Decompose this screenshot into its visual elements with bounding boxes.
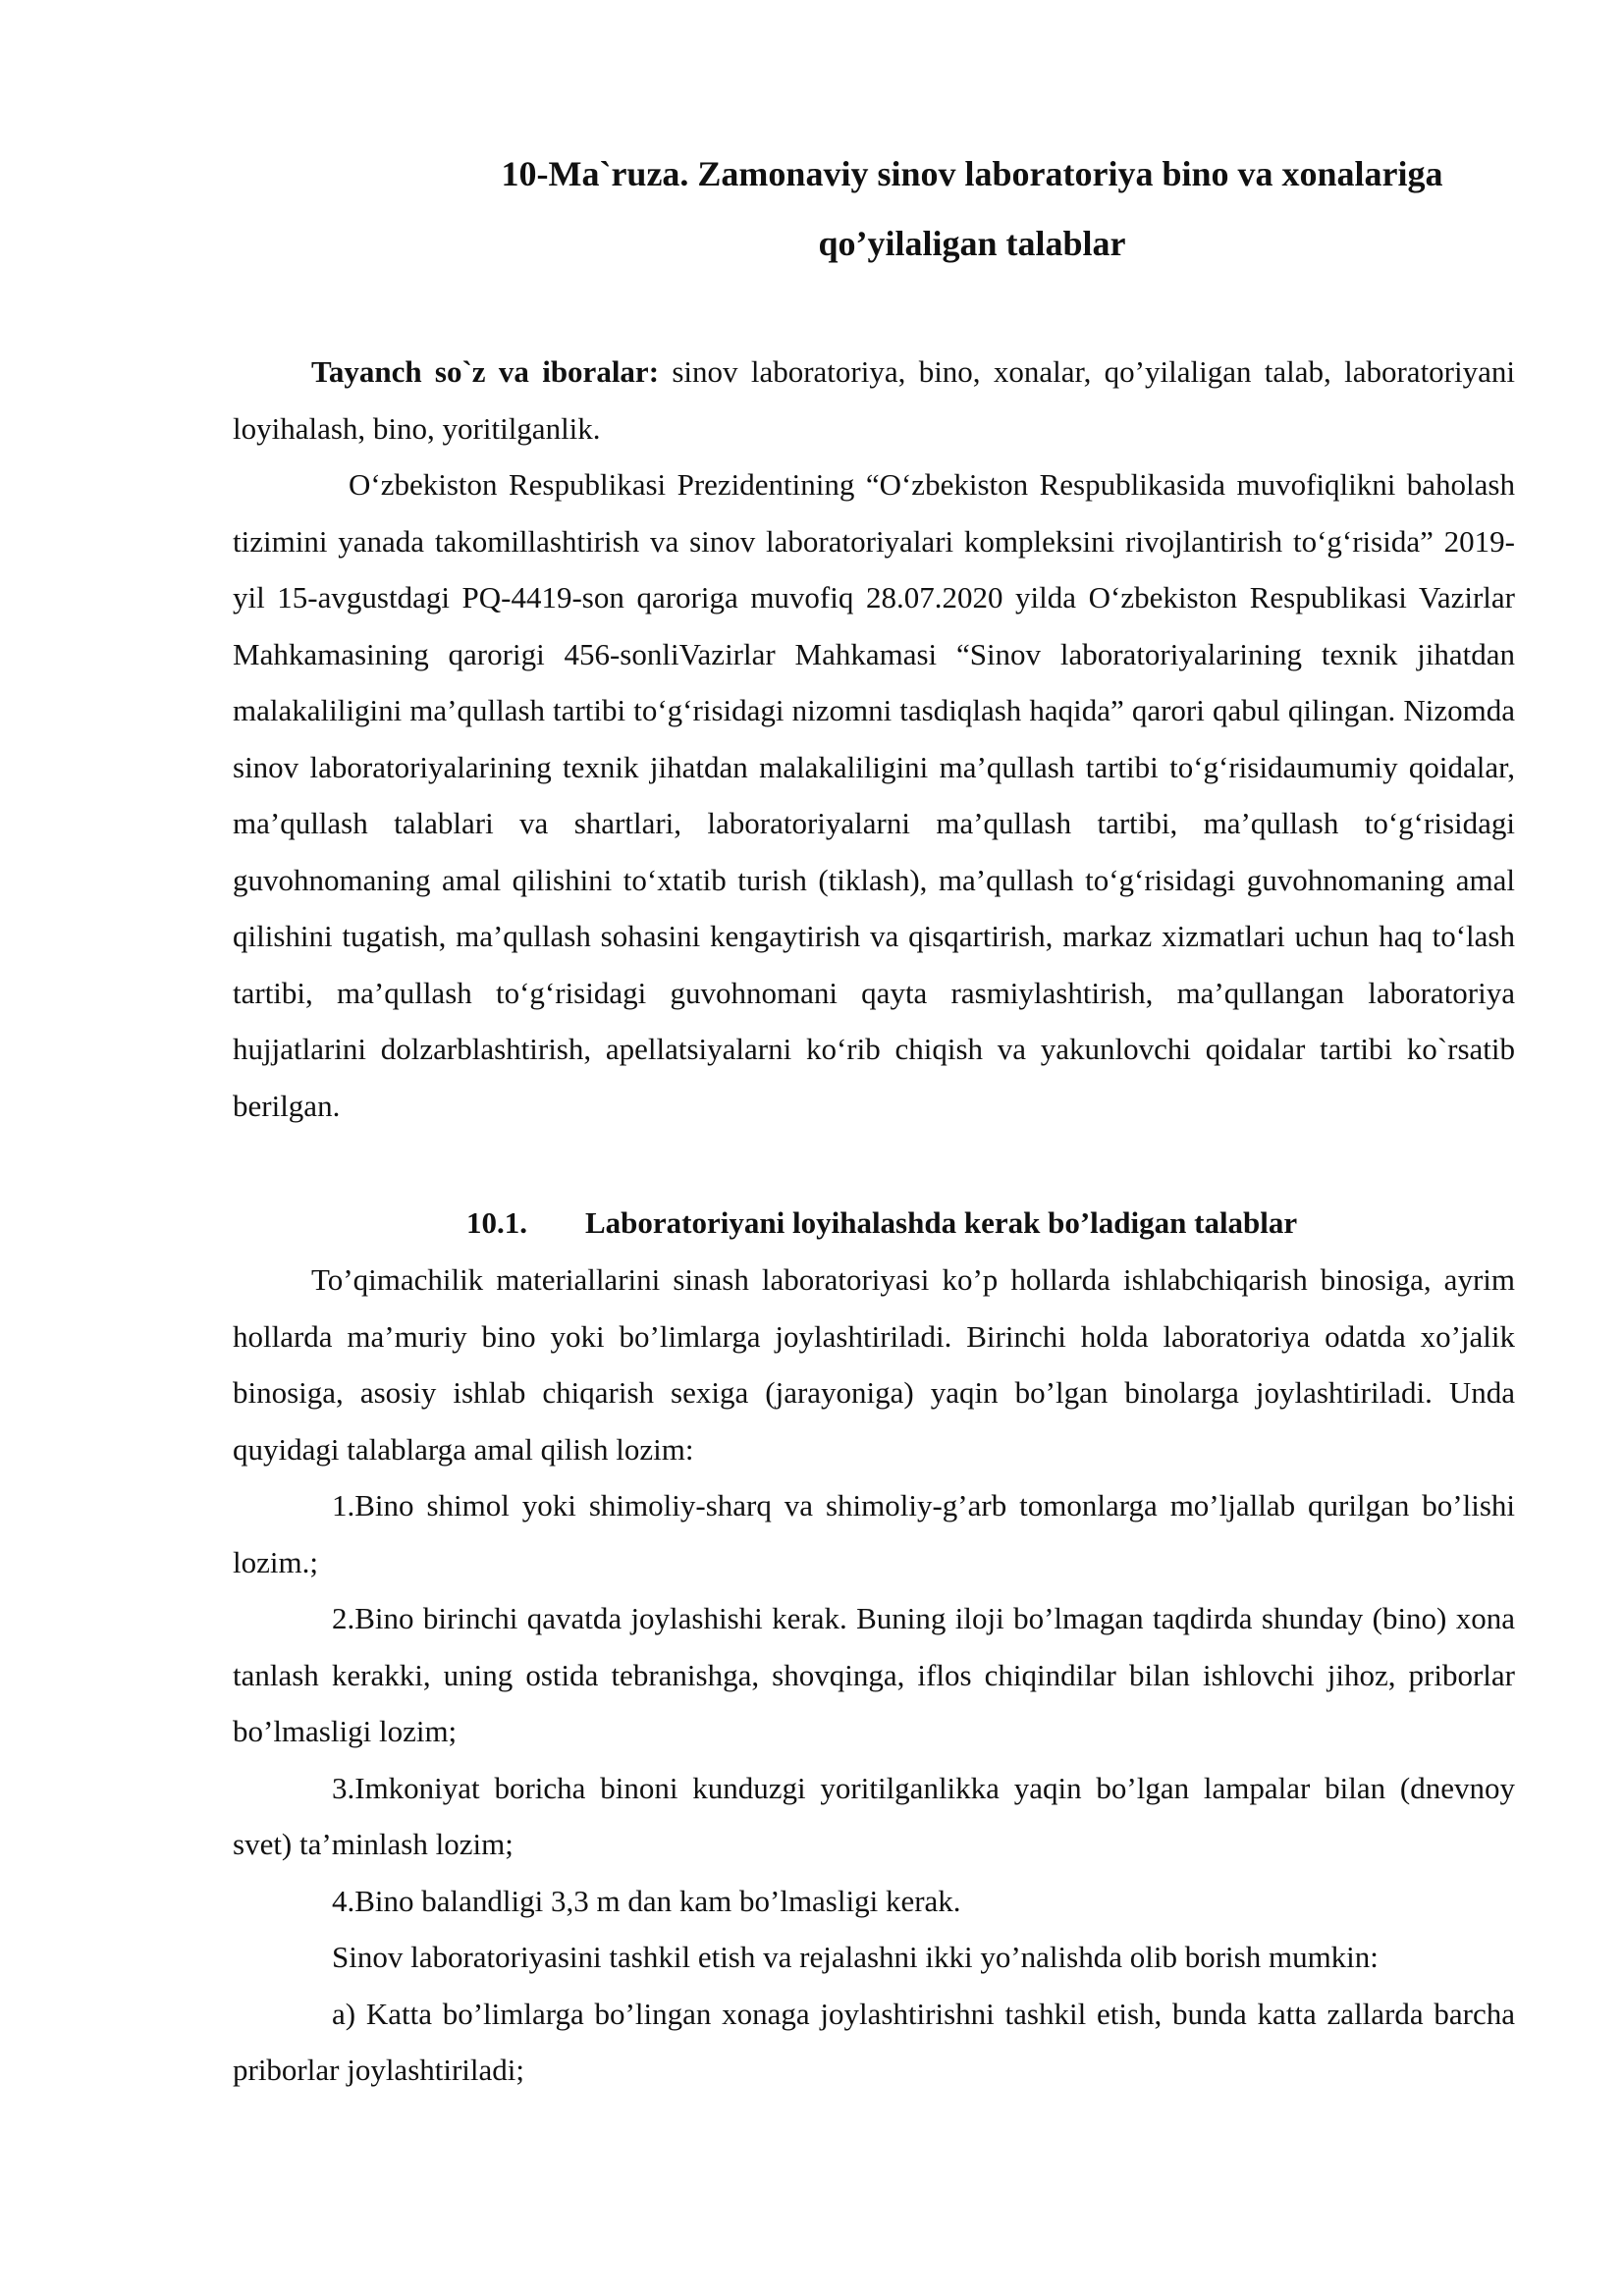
section-title: Laboratoriyani loyihalashda kerak bo’ladigan talablar	[585, 1205, 1298, 1240]
requirement-item: 1.Bino shimol yoki shimoliy-sharq va shimoliy-g’arb tomonlarga mo’ljallab qurilgan bo’lishi lozim.;	[233, 1488, 1515, 1579]
section-number: 10.1.	[466, 1205, 527, 1240]
intro-paragraph: O‘zbekiston Respublikasi Prezidentining “O‘zbekiston Respublikasida muvofiqlikni baholash tizimini yanada takomillashtirish va sinov laboratoriyalari kompleksini rivojlantirish to‘g‘risida” 2019-yil 15-avgustdagi PQ-4419-son qaroriga muvofiq 28.07.2020 yilda O‘zbekiston Respublikasi Vazirlar Mahkamasining qarorigi 456-sonliVazirlar Mahkamasi “Sinov laboratoriyalarining texnik jihatdan malakaliligini ma’qullash tartibi to‘g‘risidagi nizomni tasdiqlash haqida” qarori qabul qilingan. Nizomda sinov laboratoriyalarining texnik jihatdan malakaliligini ma’qullash tartibi to‘g‘risidaumumiy qoidalar, ma’qullash talablari va shartlari, laboratoriyalarni ma’qullash tartibi, ma’qullash to‘g‘risidagi guvohnomaning amal qilishini to‘xtatib turish (tiklash), ma’qullash to‘g‘risidagi guvohnomaning amal qilishini tugatish, ma’qullash sohasini kengaytirish va qisqartirish, markaz xizmatlari uchun haq to‘lash tartibi, ma’qullash to‘g‘risidagi guvohnomani qayta rasmiylashtirish, ma’qullangan laboratoriya hujjatlarini dolzarblashtirish, apellatsiyalarni ko‘rib chiqish va yakunlovchi qoidalar tartibi ko`rsatib berilgan.	[233, 467, 1515, 1123]
lecture-title-line-1: 10-Ma`ruza. Zamonaviy sinov laboratoriya bino va xonalariga	[501, 154, 1443, 193]
organization-intro: Sinov laboratoriyasini tashkil etish va rejalashni ikki yo’nalishda olib borish mumkin:	[332, 1940, 1379, 1974]
keywords-block	[233, 344, 1515, 456]
section-body	[233, 1252, 1515, 2099]
keywords-text: sinov laboratoriya, bino, xonalar, qo’yilaligan talab, laboratoriyani loyihalash, bino, yoritilganlik.	[233, 354, 1515, 446]
requirement-item: 4.Bino balandligi 3,3 m dan kam bo’lmasligi kerak.	[332, 1883, 961, 1918]
keywords-label: Tayanch so`z va iboralar:	[311, 354, 660, 389]
section-paragraph: To’qimachilik materiallarini sinash laboratoriyasi ko’p hollarda ishlabchiqarish binosiga, ayrim hollarda ma’muriy bino yoki bo’limlarga joylashtiriladi. Birinchi holda laboratoriya odatda xo’jalik binosiga, asosiy ishlab chiqarish sexiga (jarayoniga) yaqin bo’lgan binolarga joylashtiriladi. Unda quyidagi talablarga amal qilish lozim:	[233, 1262, 1515, 1467]
keywords-paragraph	[233, 344, 1515, 456]
requirement-item: 2.Bino birinchi qavatda joylashishi kerak. Buning iloji bo’lmagan taqdirda shunday (bino) xona tanlash kerakki, uning ostida tebranishga, shovqinga, iflos chiqindilar bilan ishlovchi jihoz, priborlar bo’lmasligi lozim;	[233, 1601, 1515, 1748]
requirement-item: 3.Imkoniyat boricha binoni kunduzgi yoritilganlikka yaqin bo’lgan lampalar bilan (dnevnoy svet) ta’minlash lozim;	[233, 1770, 1515, 1861]
lecture-title-line-2: qo’yilaligan talablar	[818, 224, 1126, 263]
organization-option-a: a) Katta bo’limlarga bo’lingan xonaga joylashtirishni tashkil etish, bunda katta zallarda barcha priborlar joylashtiriladi;	[233, 1996, 1515, 2087]
intro-block	[233, 456, 1515, 1134]
